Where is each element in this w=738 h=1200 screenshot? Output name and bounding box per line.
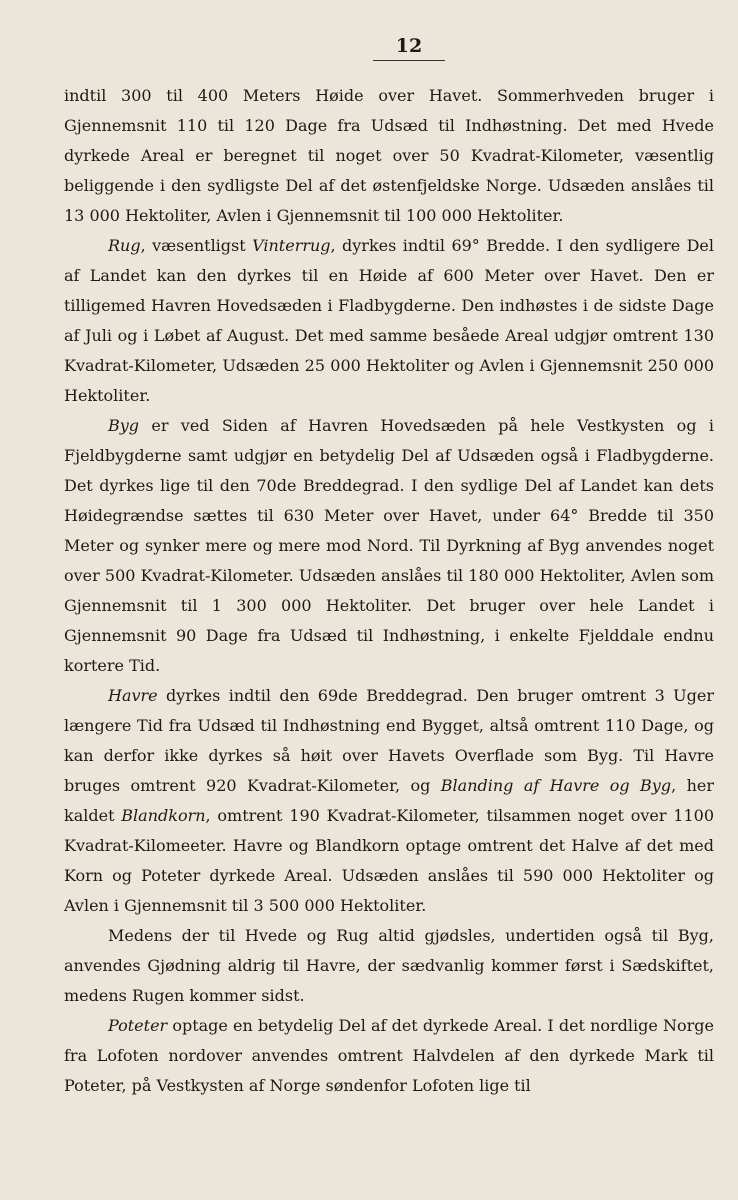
paragraph-havre [64, 681, 714, 921]
term-rug: Rug [108, 236, 141, 255]
term-vinterrug: Vinterrug [252, 236, 331, 255]
body-text [64, 81, 714, 1101]
paragraph-rug [64, 231, 714, 411]
text-segment: , væsentligst [140, 236, 253, 255]
text-segment: er ved Siden af Havren Hovedsæden på hele Vestkysten og i Fjeldbygderne samt udgjør en betydelig Del af Udsæden også i Fladbygderne. Det dyrkes lige til den 70de Breddegrad. I den sydlige Del af Landet kan dets Høidegrændse sættes til 630 Meter over Havet, under 64° Bredde til 350 Meter og synker mere og mere mod Nord. Til Dyrkning af Byg anvendes noget over 500 Kvadrat-Kilometer. Udsæden anslåes til 180 000 Hektoliter, Avlen som Gjennemsnit til 1 300 000 Hektoliter. Det bruger over hele Landet i Gjennemsnit 90 Dage fra Udsæd til Indhøstning, i enkelte Fjelddale endnu kortere Tid. [64, 416, 714, 675]
text-segment: optage en betydelig Del af det dyrkede Areal. I det nordlige Norge fra Lofoten nordover anvendes omtrent Halvdelen af den dyrkede Mark til Poteter, på Vestkysten af Norge søndenfor Lofoten lige til [64, 1016, 714, 1095]
term-blandkorn: Blandkorn [121, 806, 206, 825]
term-havre: Havre [108, 686, 158, 705]
term-byg: Byg [108, 416, 140, 435]
text-segment: , dyrkes indtil 69° Bredde. I den sydligere Del af Landet kan den dyrkes til en Høide af 600 Meter over Havet. Den er tilligemed Havren Hovedsæden i Fladbygderne. Den indhøstes i de sidste Dage af Juli og i Løbet af August. Det med samme besåede Areal udgjør omtrent 130 Kvadrat-Kilometer, Udsæden 25 000 Hektoliter og Avlen i Gjennemsnit 250 000 Hektoliter. [64, 236, 715, 405]
page-number-rule [373, 60, 445, 61]
text-segment: Medens der til Hvede og Rug altid gjødsles, undertiden også til Byg, anvendes Gjødning aldrig til Havre, der sædvanlig kommer først i Sædskiftet, medens Rugen kommer sidst. [64, 926, 714, 1005]
term-poteter: Poteter [108, 1016, 168, 1035]
term-blanding: Blanding af Havre og Byg [440, 776, 672, 795]
paragraph-gjodning [64, 921, 714, 1011]
paragraph-poteter [64, 1011, 714, 1101]
paragraph-hvede [64, 81, 714, 231]
text-segment: , omtrent 190 Kvadrat-Kilometer, tilsammen noget over 1100 Kvadrat-Kilomeeter. Havre og Blandkorn optage omtrent det Halve af det med Korn og Poteter dyrkede Areal. Udsæden anslåes til 590 000 Hektoliter og Avlen i Gjennemsnit til 3 500 000 Hektoliter. [64, 806, 715, 915]
page-number: 12 [395, 35, 423, 57]
text-segment: indtil 300 til 400 Meters Høide over Havet. Sommerhveden bruger i Gjennemsnit 110 til 120 Dage fra Udsæd til Indhøstning. Det med Hvede dyrkede Areal er beregnet til noget over 50 Kvadrat-Kilometer, væsentlig beliggende i den sydligste Del af det østenfjeldske Norge. Udsæden anslåes til 13 000 Hektoliter, Avlen i Gjennemsnit til 100 000 Hektoliter. [64, 86, 714, 225]
paragraph-byg [64, 411, 714, 681]
text-segment: dyrkes indtil den 69de Breddegrad. Den bruger omtrent 3 Uger længere Tid fra Udsæd til Indhøstning end Bygget, altså omtrent 110 Dage, og kan derfor ikke dyrkes så høit over Havets Overflade som Byg. Til Havre bruges omtrent 920 Kvadrat-Kilometer, og [64, 686, 714, 795]
text-segment: , her kaldet [64, 776, 714, 825]
